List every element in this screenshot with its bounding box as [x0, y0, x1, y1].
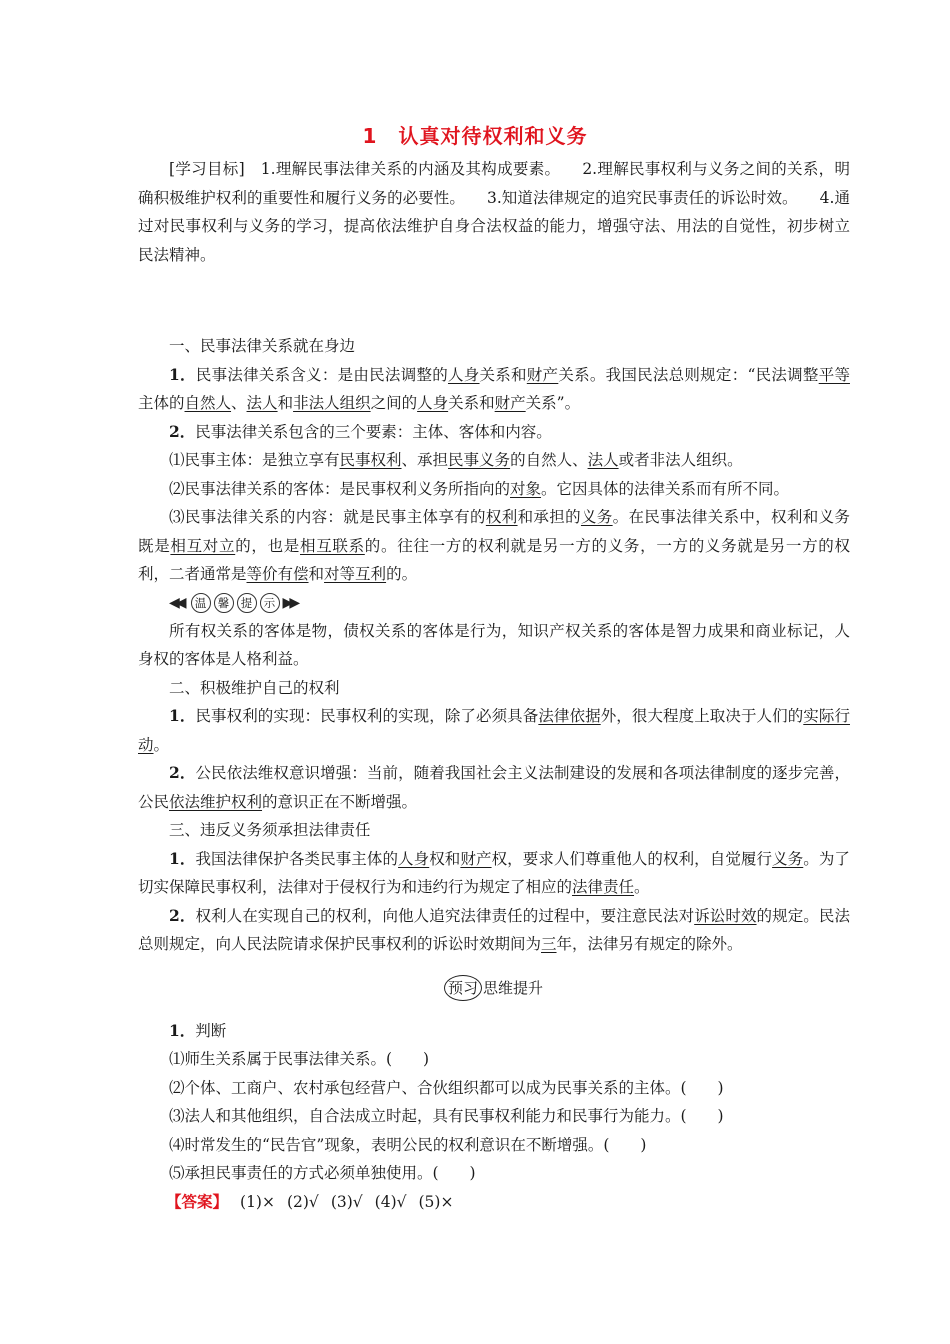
section-heading: 一、民事法律关系就在身边 — [169, 337, 356, 355]
preview-circled-label: 预习 — [444, 975, 482, 1001]
preview-section — [138, 959, 850, 1017]
answer-item: (2)√ — [286, 1192, 319, 1211]
key-term: 法人 — [587, 451, 619, 469]
key-term: 财产 — [526, 365, 559, 384]
key-term: 人身 — [447, 365, 480, 384]
key-term: 相互联系 — [300, 536, 365, 555]
answer-label: 【答案】 — [166, 1191, 229, 1211]
key-term: 平等 — [818, 365, 850, 384]
answer-line — [138, 1188, 850, 1217]
key-term: 法人 — [246, 394, 278, 412]
double-arrow-left-icon: ◀◀ — [169, 594, 183, 611]
key-term: 非法人组织 — [293, 394, 371, 412]
key-term: 对等互利 — [324, 565, 387, 583]
tip-text: 所有权关系的客体是物，债权关系的客体是行为，知识产权关系的客体是智力成果和商业标记，人身权的客体是人格利益。 — [138, 621, 850, 668]
key-term: 诉讼时效 — [694, 906, 757, 925]
key-term: 义务 — [772, 849, 804, 868]
question: ⑴师生关系属于民事法律关系。( ) — [169, 1050, 430, 1068]
exercise-heading: 1．判断 — [169, 1020, 227, 1040]
key-term: 财产 — [460, 849, 492, 868]
key-term: 财产 — [494, 394, 526, 412]
learning-goals — [138, 155, 850, 269]
goal-item: 2.理解民事权利与义务之间的关系，明确积极维护权利的重要性和履行义务的必要性。 — [138, 160, 850, 207]
paragraph: 1．我国法律保护各类民事主体的人身权和财产权，要求人们尊重他人的权利，自觉履行义务。为了切实保障民事权利，法律对于侵权行为和违约行为规定了相应的法律责任。 — [138, 848, 850, 896]
paragraph: ⑴民事主体：是独立享有民事权利、承担民事义务的自然人、法人或者非法人组织。 — [169, 451, 743, 469]
paragraph: ⑶民事法律关系的内容：就是民事主体享有的权利和承担的义务。在民事法律关系中，权利和义务既是相互对立的，也是相互联系的。往往一方的权利就是另一方的义务，一方的义务就是另一方的权利，二者通常是等价有偿和对等互利的。 — [138, 508, 850, 583]
question: ⑸承担民事责任的方式必须单独使用。( ) — [169, 1164, 476, 1182]
preview-label: 思维提升 — [483, 979, 544, 997]
key-term: 自然人 — [184, 394, 232, 412]
key-term: 义务 — [580, 508, 613, 526]
question: ⑷时常发生的“民告官”现象，表明公民的权利意识在不断增强。( ) — [169, 1135, 647, 1154]
paragraph: 1．民事法律关系含义：是由民法调整的人身关系和财产关系。我国民法总则规定：“民法调整平等主体的自然人、法人和非法人组织之间的人身关系和财产关系”。 — [138, 364, 850, 412]
goal-item: 4.通过对民事权利与义务的学习，提高依法维护自身合法权益的能力，增强守法、用法的自觉性，初步树立民法精神。 — [138, 188, 850, 264]
key-term: 人身 — [417, 394, 449, 412]
preview-heading — [444, 975, 543, 1001]
section-heading: 二、积极维护自己的权利 — [169, 678, 340, 697]
section-heading: 三、违反义务须承担法律责任 — [169, 821, 371, 839]
paragraph: 2．民事法律关系包含的三个要素：主体、客体和内容。 — [169, 421, 552, 441]
paragraph: ⑵民事法律关系的客体：是民事权利义务所指向的对象。它因具体的法律关系而有所不同。 — [169, 479, 790, 498]
tip-char: 示 — [260, 593, 280, 613]
lesson-title: 1 认真对待权利和义务 — [362, 124, 588, 148]
key-term: 民事权利 — [339, 451, 402, 469]
paragraph: 2．公民依法维权意识增强：当前，随着我国社会主义法制建设的发展和各项法律制度的逐步完善，公民依法维护权利的意识正在不断增强。 — [138, 763, 850, 811]
key-term: 依法维护权利 — [169, 792, 263, 811]
tip-badge — [169, 592, 850, 614]
key-term: 人身 — [398, 849, 430, 868]
answer-item: (1)× — [240, 1192, 275, 1211]
goal-item: 1.理解民事法律关系的内涵及其构成要素。 — [260, 160, 561, 178]
question: ⑵个体、工商户、农村承包经营户、合伙组织都可以成为民事关系的主体。( ) — [169, 1078, 724, 1097]
double-arrow-right-icon: ▶▶ — [282, 594, 297, 611]
key-term: 法律依据 — [538, 707, 601, 725]
key-term: 权利 — [485, 508, 518, 526]
tip-char: 馨 — [214, 593, 234, 613]
question: ⑶法人和其他组织，自合法成立时起，具有民事权利能力和民事行为能力。( ) — [169, 1107, 724, 1125]
key-term: 民事义务 — [448, 451, 511, 469]
paragraph: 2．权利人在实现自己的权利，向他人追究法律责任的过程中，要注意民法对诉讼时效的规定。民法总则规定，向人民法院请求保护民事权利的诉讼时效期间为三年，法律另有规定的除外。 — [138, 905, 850, 953]
key-term: 对象 — [510, 479, 542, 498]
key-term: 法律责任 — [572, 878, 635, 896]
goals-label: [学习目标] — [169, 160, 245, 178]
tip-char: 提 — [237, 593, 257, 613]
key-term: 三 — [541, 935, 557, 953]
key-term: 实际行动 — [138, 707, 850, 754]
tip-char: 温 — [191, 593, 211, 613]
key-term: 等价有偿 — [246, 565, 309, 583]
key-term: 相互对立 — [170, 536, 236, 555]
goal-item: 3.知道法律规定的追究民事责任的诉讼时效。 — [486, 188, 798, 207]
answer-item: (4)√ — [374, 1192, 407, 1211]
answer-item: (5)× — [418, 1192, 454, 1211]
answer-item: (3)√ — [330, 1192, 363, 1211]
main-content — [138, 332, 850, 1216]
paragraph: 1．民事权利的实现：民事权利的实现，除了必须具备法律依据外，很大程度上取决于人们的实际行动。 — [138, 706, 850, 754]
